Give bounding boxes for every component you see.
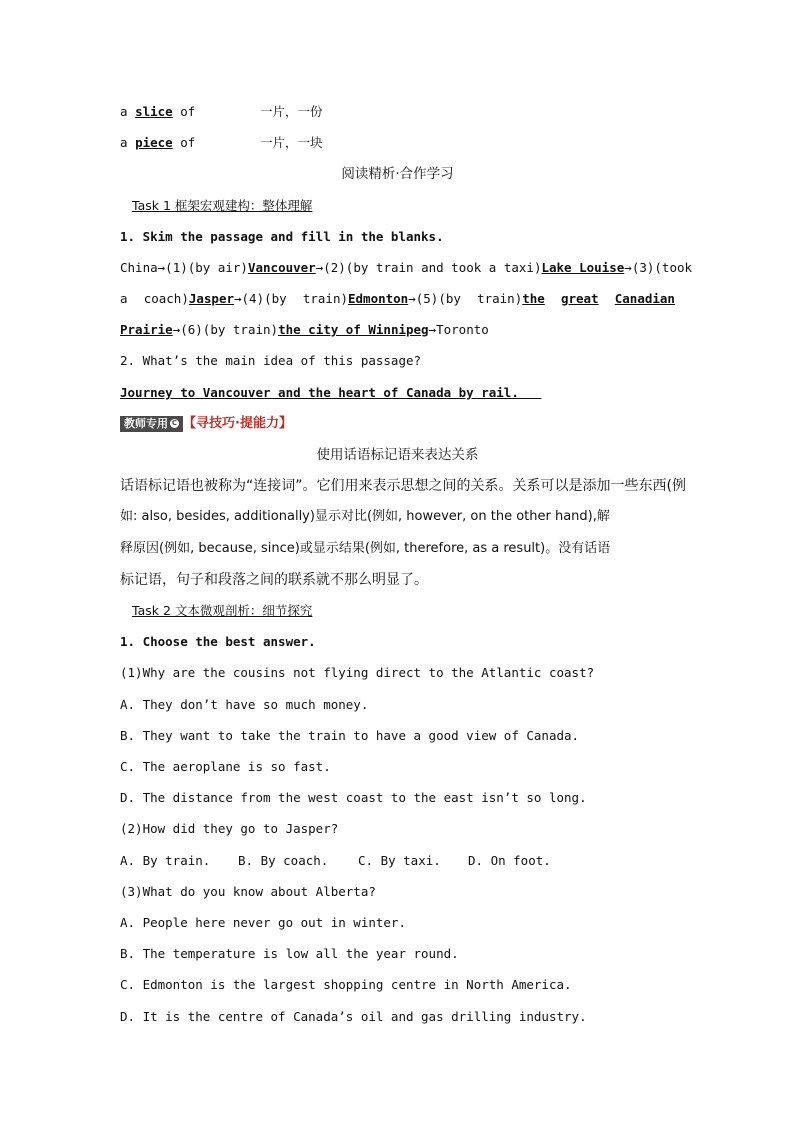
route-answer: Canadian xyxy=(614,291,675,306)
route-answer: great xyxy=(560,291,599,306)
teacher-title: 【寻技巧·提能力】 xyxy=(183,416,292,431)
teacher-badge-label: 教师专用 xyxy=(124,416,168,430)
route-answer: Vancouver xyxy=(247,260,316,275)
answer-option: A. People here never go out in winter. xyxy=(120,915,406,930)
arrow: → xyxy=(157,260,166,275)
route-step: train) xyxy=(477,291,523,306)
question-stem: (3)What do you know about Alberta? xyxy=(120,884,376,899)
answer-option: D. On foot. xyxy=(468,853,551,868)
answer-option: B. They want to take the train to have a good view of Canada. xyxy=(120,728,580,743)
inline-options xyxy=(120,851,675,871)
answer-option: D. It is the centre of Canada’s oil and gas drilling industry. xyxy=(120,1009,587,1024)
task1-question-1: 1. Skim the passage and fill in the blanks. xyxy=(120,229,444,244)
vocab-meaning: 一片，一份 xyxy=(260,104,323,119)
task1-header: Task 1 框架宏观建构：整体理解 xyxy=(132,198,313,213)
section-title: 阅读精析·合作学习 xyxy=(341,166,454,182)
teacher-badge xyxy=(120,416,183,432)
arrow: → xyxy=(172,322,181,337)
teacher-block-header xyxy=(120,413,675,434)
c-circle-icon: C xyxy=(171,419,178,427)
arrow: → xyxy=(234,291,242,306)
vocab-word: piece xyxy=(135,135,173,150)
route-step: (5)(by xyxy=(415,291,461,306)
route-answer: Prairie xyxy=(120,322,173,337)
task2-header: Task 2 文本微观剖析：细节探究 xyxy=(132,603,313,618)
answer-option: A. By train. xyxy=(120,853,211,868)
route-step: a xyxy=(120,291,128,306)
answer-option: A. They don’t have so much money. xyxy=(120,697,369,712)
arrow: → xyxy=(408,291,416,306)
answer-option: D. The distance from the west coast to the east isn’t so long. xyxy=(120,790,587,805)
answer-option: C. By taxi. xyxy=(358,853,441,868)
question-stem: (1)Why are the cousins not flying direct to the Atlantic coast? xyxy=(120,665,595,680)
route-step: (4)(by xyxy=(241,291,287,306)
arrow: → xyxy=(624,260,632,275)
route-answer: Jasper xyxy=(188,291,234,306)
route-step: coach) xyxy=(143,291,189,306)
vocab-prefix: a xyxy=(120,135,136,150)
task2-question-1: 1. Choose the best answer. xyxy=(120,634,316,649)
route-line-1 xyxy=(120,258,693,278)
vocab-row xyxy=(120,133,675,153)
route-line-3 xyxy=(120,320,675,340)
question-stem: (2)How did they go to Jasper? xyxy=(120,821,339,836)
vocab-prefix: a xyxy=(120,104,136,119)
skill-heading: 使用话语标记语来表达关系 xyxy=(316,447,479,463)
route-step: (3)(took xyxy=(631,260,693,275)
vocab-row xyxy=(120,102,675,122)
route-step: (6)(by train) xyxy=(180,322,279,337)
answer-option: C. The aeroplane is so fast. xyxy=(120,759,331,774)
route-step: train) xyxy=(302,291,348,306)
answer-option: B. The temperature is low all the year round. xyxy=(120,946,459,961)
route-step: (2)(by train and took a taxi) xyxy=(323,260,542,275)
task1-answer-2 xyxy=(120,383,675,403)
vocab-suffix: of xyxy=(172,135,196,150)
arrow: → xyxy=(428,322,437,337)
vocab-suffix: of xyxy=(172,104,196,119)
vocab-meaning: 一片，一块 xyxy=(260,135,323,150)
skill-paragraph-line: 释原因(例如, because, since)或显示结果(例如, therefore, as a result)。没有话语 xyxy=(120,541,611,556)
route-line-2 xyxy=(120,289,675,309)
answer-blank xyxy=(519,385,542,400)
task1-question-2: 2. What’s the main idea of this passage? xyxy=(120,353,422,368)
vocab-word: slice xyxy=(135,104,173,119)
answer-option: C. Edmonton is the largest shopping centre in North America. xyxy=(120,977,572,992)
arrow: → xyxy=(315,260,324,275)
route-answer: Edmonton xyxy=(348,291,409,306)
route-start: China xyxy=(120,260,158,275)
route-step: (1)(by air) xyxy=(165,260,248,275)
route-answer: the city of Winnipeg xyxy=(278,322,429,337)
main-idea-answer: Journey to Vancouver and the heart of Canada by rail. xyxy=(120,385,519,400)
skill-paragraph-line: 如: also, besides, additionally)显示对比(例如, however, on the other hand),解 xyxy=(120,509,610,524)
answer-option: B. By coach. xyxy=(238,853,329,868)
route-end: Toronto xyxy=(436,322,489,337)
route-answer: the xyxy=(522,291,545,306)
skill-paragraph-line: 标记语，句子和段落之间的联系就不那么明显了。 xyxy=(120,572,428,588)
skill-paragraph-line: 话语标记语也被称为“连接词”。它们用来表示思想之间的关系。关系可以是添加一些东西(例 xyxy=(120,478,686,494)
route-answer: Lake Louise xyxy=(541,260,625,275)
